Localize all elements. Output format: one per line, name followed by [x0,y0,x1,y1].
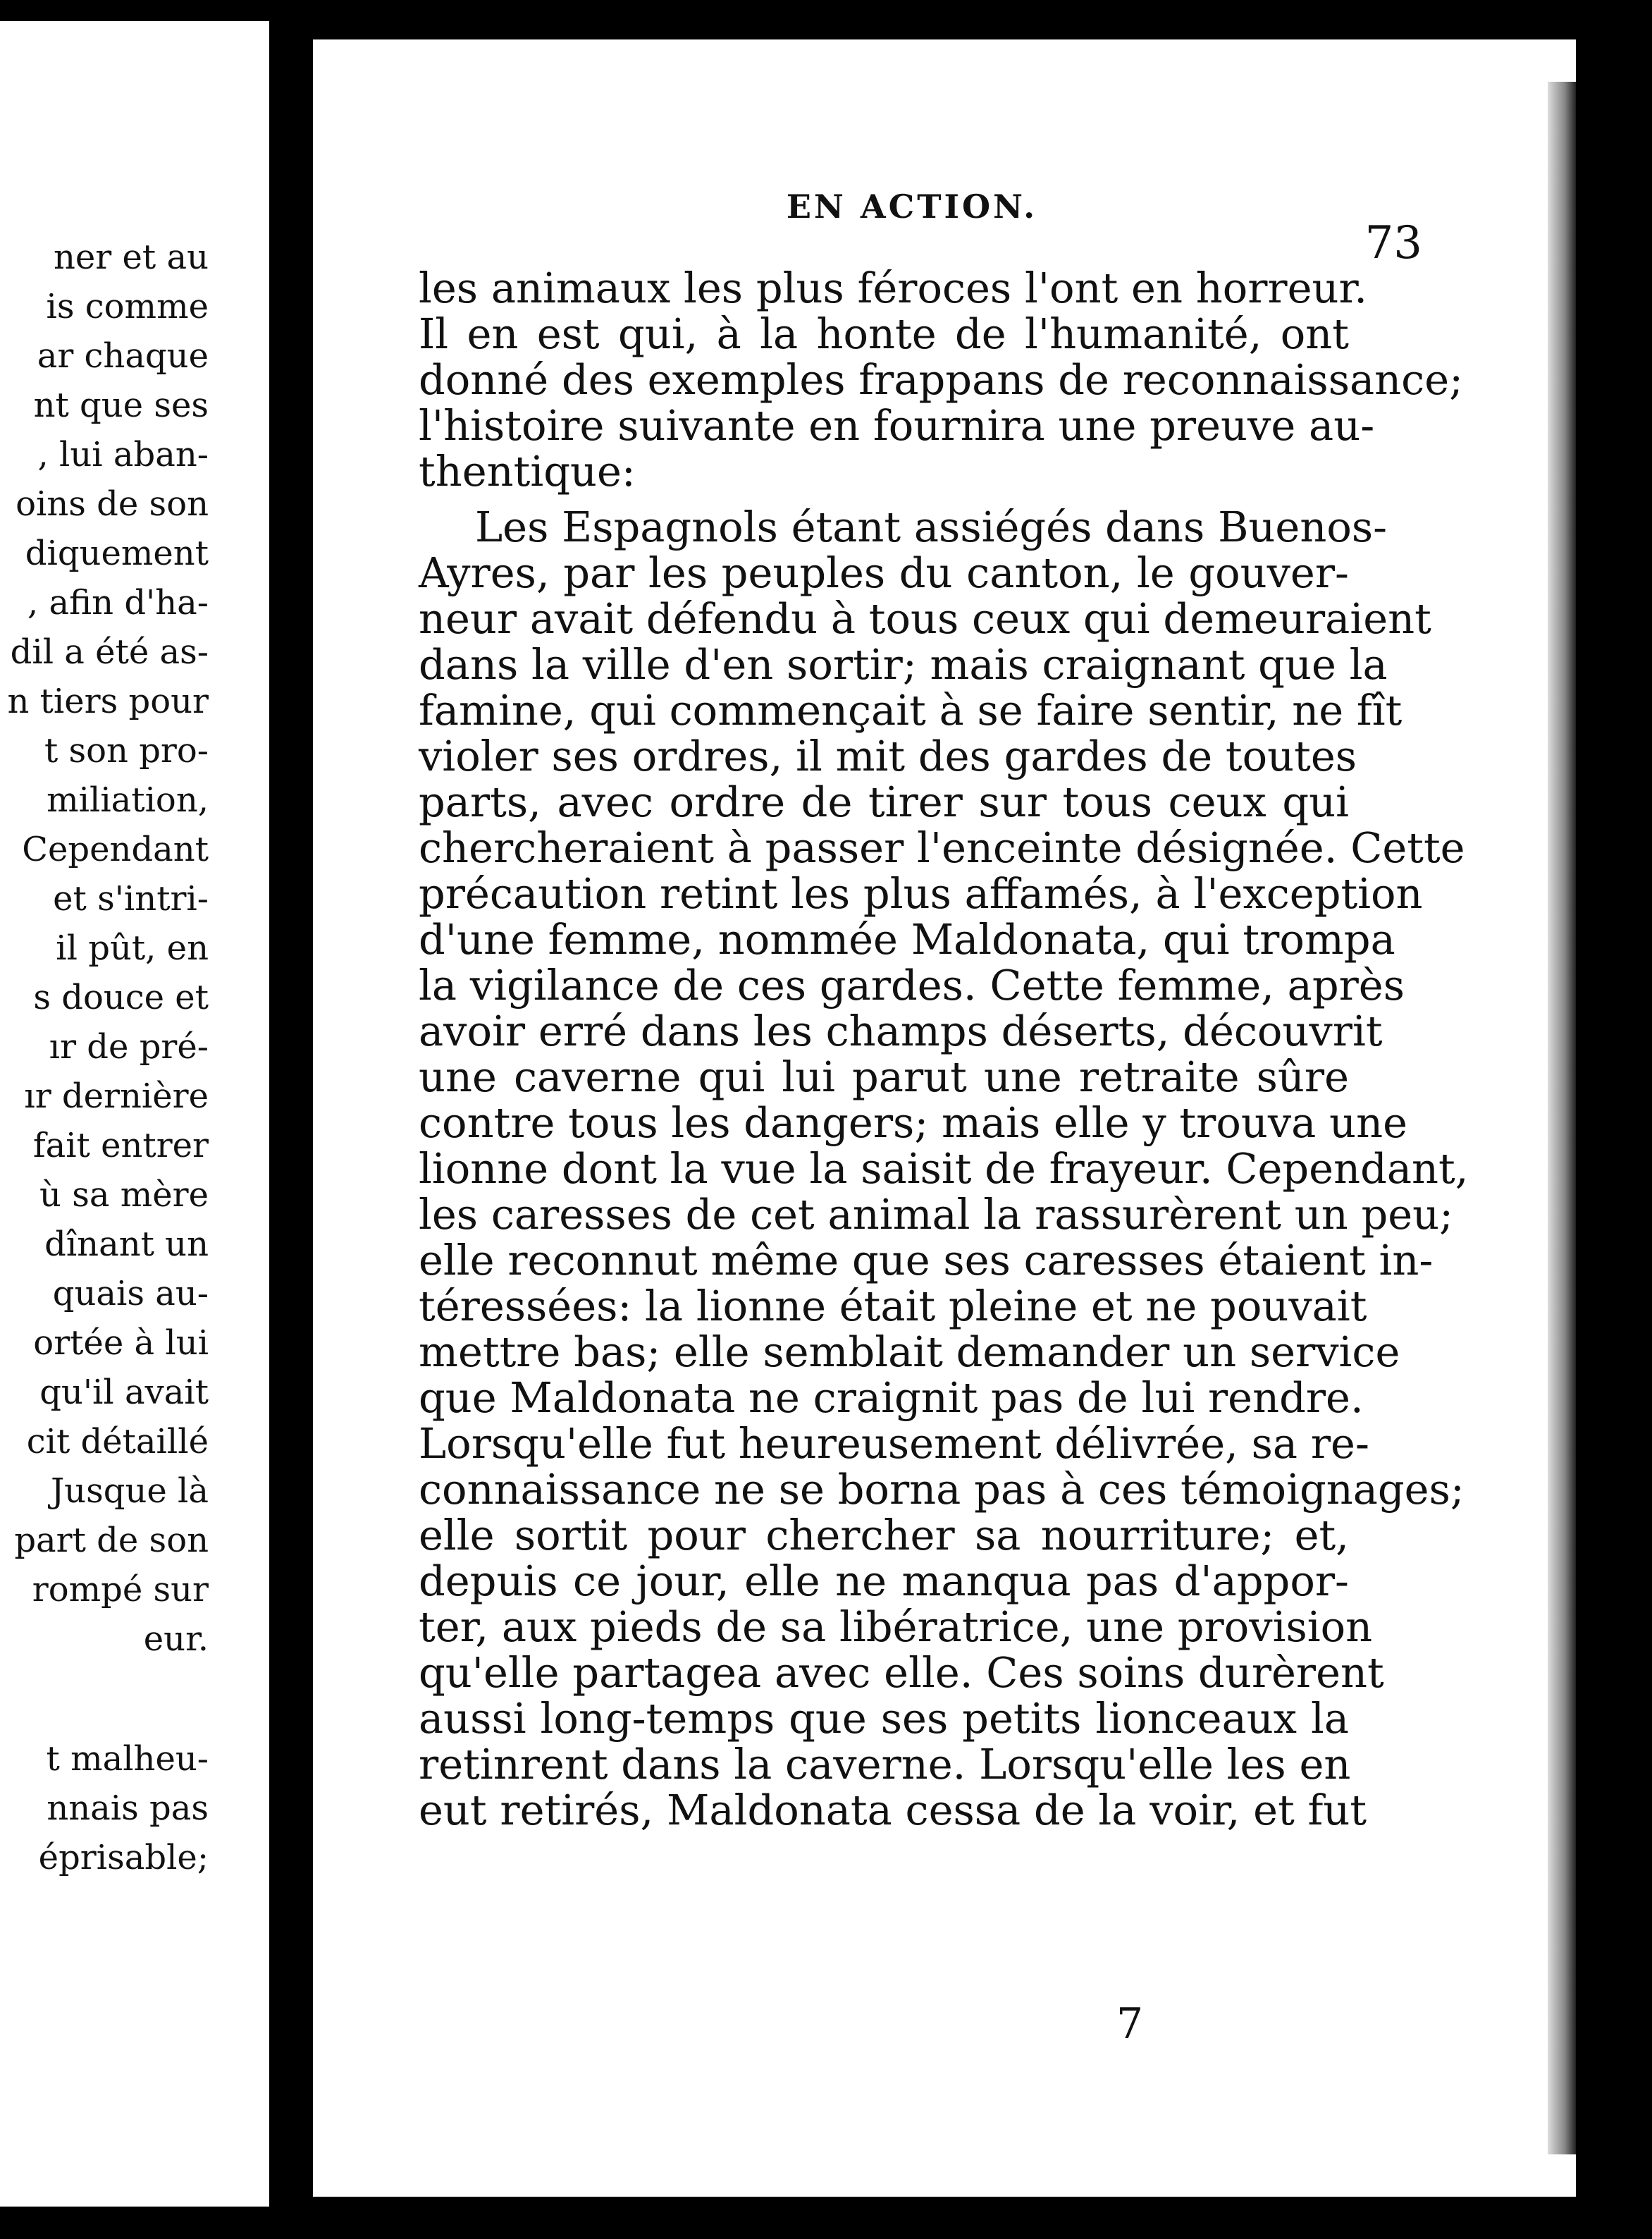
body-text-line: téressées: la lionne était pleine et ne pouvait [419,1282,1367,1330]
left-text-line: dînant un [44,1225,209,1264]
body-text-line: Ayres, par les peuples du canton, le gouver- [419,548,1349,597]
left-text-line: ù sa mère [39,1175,209,1215]
signature-mark: 7 [1116,1999,1144,2049]
left-text-line: t malheu- [46,1739,209,1779]
body-text-line: parts, avec ordre de tirer sur tous ceux qui [419,778,1349,826]
body-text-line: elle sortit pour chercher sa nourriture; et, [419,1511,1349,1559]
body-text-line: la vigilance de ces gardes. Cette femme, après [419,961,1405,1010]
left-text-line: ır dernière [24,1076,209,1116]
left-text-line: eur. [143,1619,209,1659]
body-text-line: chercheraient à passer l'enceinte désignée. Cette [419,823,1465,872]
left-text-line: fait entrer [32,1126,209,1165]
body-text-line: mettre bas; elle semblait demander un service [419,1327,1400,1376]
left-text-line: ortée à lui [33,1323,209,1363]
left-text-line [0,1664,209,1734]
right-page [313,39,1576,2197]
body-text-line: qu'elle partagea avec elle. Ces soins durèrent [419,1648,1384,1697]
body-text-line: une caverne qui lui parut une retraite sûre [419,1053,1349,1101]
left-text-line: éprisable; [38,1838,209,1877]
left-text-line: , afin d'ha- [27,583,209,622]
body-text-line: neur avait défendu à tous ceux qui demeuraient [419,594,1431,643]
left-text-line: , lui aban- [37,435,209,474]
left-text-line: rompé sur [32,1570,209,1609]
body-text-line: dans la ville d'en sortir; mais craignant que la [419,640,1388,689]
body-text-line: précaution retint les plus affamés, à l'exception [419,869,1423,918]
left-text-line: ır de pré- [49,1027,209,1067]
left-text-line: ner et au [53,238,209,277]
page-number: 73 [1364,217,1422,269]
body-text-line: les caresses de cet animal la rassurèrent un peu; [419,1190,1454,1239]
running-head: EN ACTION. [786,188,1038,226]
body-text-line: ter, aux pieds de sa libératrice, une provision [419,1602,1373,1651]
left-text-line: oins de son [16,484,209,524]
body-text-line: connaissance ne se borna pas à ces témoignages; [419,1465,1465,1514]
left-text-line: is comme [46,287,209,326]
body-text-line: avoir erré dans les champs déserts, découvrit [419,1007,1383,1055]
left-text-line: qu'il avait [39,1373,209,1412]
left-text-line: ar chaque [37,336,209,376]
book-gutter [269,0,313,2239]
left-text-line: nnais pas [47,1789,209,1828]
left-text-line: t son pro- [44,731,209,771]
left-page-fragment [0,21,269,2207]
left-text-line: et s'intri- [53,879,209,919]
left-text-line: quais au- [52,1274,209,1313]
left-page-text [0,233,209,1882]
body-text-line: Les Espagnols étant assiégés dans Buenos- [475,503,1388,551]
left-text-line: nt que ses [33,386,209,425]
body-text-line: les animaux les plus féroces l'ont en horreur. [419,264,1368,312]
left-text-line: il pût, en [56,928,209,968]
body-text-line: lionne dont la vue la saisit de frayeur. Cependant, [419,1144,1469,1193]
body-text-line: thentique: [419,447,636,496]
body-text-line: Lorsqu'elle fut heureusement délivrée, sa re- [419,1419,1369,1468]
left-text-line: miliation, [47,780,209,820]
body-text-line: donné des exemples frappans de reconnaissance; [419,355,1464,404]
body-text-line: famine, qui commençait à se faire sentir, ne fît [419,686,1403,735]
left-text-line: diquement [25,534,209,573]
body-text-line: depuis ce jour, elle ne manqua pas d'appor- [419,1557,1349,1605]
body-text-line: d'une femme, nommée Maldonata, qui trompa [419,915,1395,964]
left-text-line: Cependant [22,830,209,869]
body-text-line: que Maldonata ne craignit pas de lui rendre. [419,1373,1364,1422]
page-edge [1548,82,1576,2154]
body-text-line: contre tous les dangers; mais elle y trouva une [419,1098,1408,1147]
left-text-line: part de son [14,1521,209,1560]
body-text-line: Il en est qui, à la honte de l'humanité, ont [419,309,1349,358]
left-text-line: s douce et [33,978,209,1017]
left-text-line: cit détaillé [26,1422,209,1461]
left-text-line: dil a été as- [10,632,209,672]
left-text-line: Jusque là [50,1471,209,1511]
body-text-line: violer ses ordres, il mit des gardes de toutes [419,732,1357,780]
body-text-line: aussi long-temps que ses petits lionceaux la [419,1694,1349,1743]
body-text [419,264,1469,1834]
body-text-line: eut retirés, Maldonata cessa de la voir, et fut [419,1786,1367,1834]
left-text-line: n tiers pour [7,682,209,721]
body-text-line: retinrent dans la caverne. Lorsqu'elle les en [419,1740,1351,1789]
body-text-line: l'histoire suivante en fournira une preuve au- [419,401,1375,450]
body-text-line: elle reconnut même que ses caresses étaient in- [419,1236,1434,1284]
